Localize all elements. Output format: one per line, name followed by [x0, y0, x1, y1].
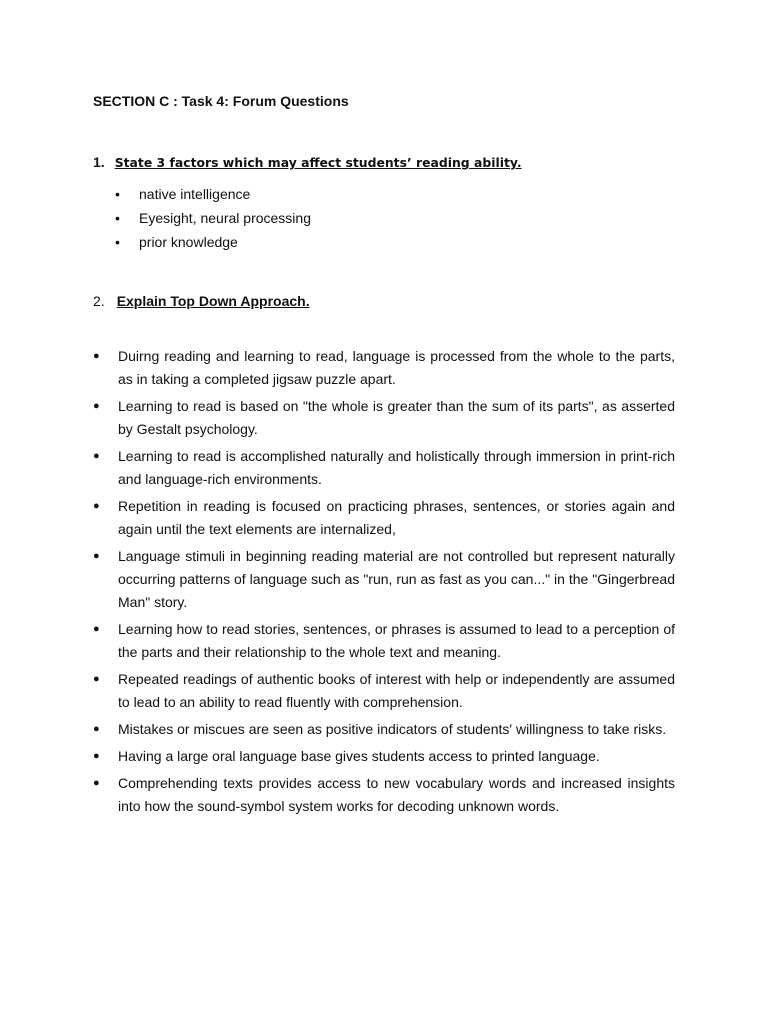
bullet-icon: ●	[93, 550, 100, 562]
list-item-text: Having a large oral language base gives students access to printed language.	[118, 748, 600, 764]
bullet-icon: ●	[93, 673, 100, 685]
list-item	[93, 772, 675, 818]
bullet-icon: •	[115, 210, 120, 226]
section-title: SECTION C : Task 4: Forum Questions	[93, 93, 349, 109]
list-item-text: Eyesight, neural processing	[139, 210, 311, 226]
question-2-number: 2.	[93, 293, 105, 309]
list-item	[115, 184, 311, 208]
question-2-text: Explain Top Down Approach.	[116, 293, 310, 309]
list-item-text: Comprehending texts provides access to new vocabulary words and increased insights into how the sound-symbol system works for decoding unknown words.	[118, 775, 675, 814]
bullet-icon: ●	[93, 500, 100, 512]
list-item	[93, 668, 675, 714]
bullet-icon: •	[115, 234, 120, 250]
list-item	[93, 545, 675, 614]
question-1-number: 1.	[93, 154, 105, 170]
bullet-icon: ●	[93, 623, 100, 635]
list-item-text: Language stimuli in beginning reading material are not controlled but represent naturally occurring patterns of language such as "run, run as fast as you can..." in the "Gingerbread Man" story.	[118, 548, 675, 610]
bullet-icon: ●	[93, 350, 100, 362]
list-item-text: Mistakes or miscues are seen as positive indicators of students' willingness to take risks.	[118, 721, 667, 737]
list-item	[93, 395, 675, 441]
list-item	[93, 495, 675, 541]
list-item	[115, 208, 311, 232]
list-item-text: Learning how to read stories, sentences, or phrases is assumed to lead to a perception of the parts and their relationship to the whole text and meaning.	[118, 621, 675, 660]
list-item-text: native intelligence	[139, 186, 251, 202]
bullet-icon: ●	[93, 777, 100, 789]
question-1-text: State 3 factors which may affect students’ reading ability.	[114, 155, 522, 170]
list-item-text: Duirng reading and learning to read, language is processed from the whole to the parts, as in taking a completed jigsaw puzzle apart.	[118, 348, 675, 387]
list-item	[93, 745, 675, 768]
list-item-text: Learning to read is based on "the whole is greater than the sum of its parts", as asserted by Gestalt psychology.	[118, 398, 675, 437]
list-item	[93, 345, 675, 391]
bullet-icon: ●	[93, 400, 100, 412]
list-item	[93, 718, 675, 741]
list-item-text: Repeated readings of authentic books of interest with help or independently are assumed to lead to an ability to read fluently with comprehension.	[118, 671, 675, 710]
list-item	[93, 445, 675, 491]
list-item-text: prior knowledge	[139, 234, 238, 250]
bullet-icon: ●	[93, 750, 100, 762]
bullet-icon: ●	[93, 723, 100, 735]
question-2-answer-list	[93, 345, 675, 822]
list-item	[115, 232, 311, 256]
question-1-answer-list	[115, 184, 311, 256]
list-item	[93, 618, 675, 664]
bullet-icon: ●	[93, 450, 100, 462]
question-1-heading	[93, 154, 522, 170]
question-2-heading	[93, 293, 310, 309]
bullet-icon: •	[115, 186, 120, 202]
list-item-text: Learning to read is accomplished naturally and holistically through immersion in print-rich and language-rich environments.	[118, 448, 675, 487]
list-item-text: Repetition in reading is focused on practicing phrases, sentences, or stories again and again until the text elements are internalized,	[118, 498, 675, 537]
